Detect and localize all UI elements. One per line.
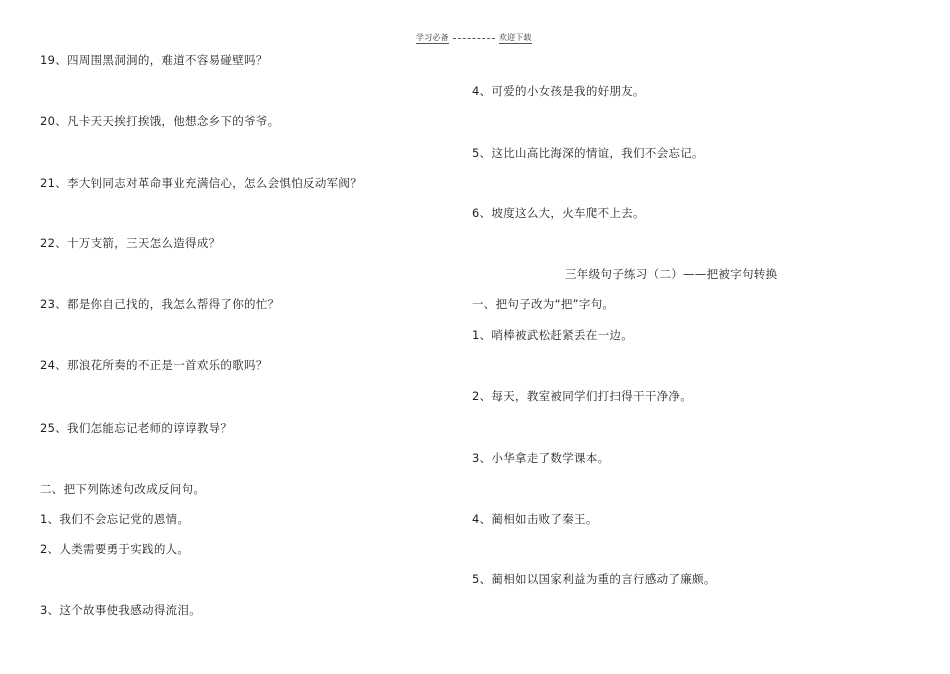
question-22: 22、十万支箭，三天怎么造得成？ bbox=[40, 236, 221, 250]
conversion-item-2: 2、每天，教室被同学们打扫得干干净净。 bbox=[472, 389, 693, 403]
section-two-item-5: 5、这比山高比海深的情谊，我们不会忘记。 bbox=[472, 146, 704, 160]
header-left-text: 学习必备 bbox=[416, 33, 449, 42]
section-two-heading: 二、把下列陈述句改成反问句。 bbox=[40, 482, 206, 496]
question-19: 19、四周围黑洞洞的，难道不容易碰壁吗？ bbox=[40, 53, 268, 67]
section-two-item-6: 6、坡度这么大，火车爬不上去。 bbox=[472, 206, 645, 220]
section-two-item-2: 2、人类需要勇于实践的人。 bbox=[40, 542, 190, 556]
question-20: 20、凡卡天天挨打挨饿，他想念乡下的爷爷。 bbox=[40, 114, 280, 128]
question-24: 24、那浪花所奏的不正是一首欢乐的歌吗？ bbox=[40, 358, 268, 372]
conversion-item-3: 3、小华拿走了数学课本。 bbox=[472, 451, 610, 465]
question-23: 23、都是你自己找的，我怎么帮得了你的忙？ bbox=[40, 297, 280, 311]
instruction-heading: 一、把句子改为“把”字句。 bbox=[472, 297, 615, 311]
conversion-item-1: 1、哨棒被武松赶紧丢在一边。 bbox=[472, 328, 634, 342]
section-two-item-3: 3、这个故事使我感动得流泪。 bbox=[40, 603, 202, 617]
conversion-item-5: 5、蔺相如以国家利益为重的言行感动了廉颇。 bbox=[472, 572, 716, 586]
question-25: 25、我们怎能忘记老师的谆谆教导？ bbox=[40, 421, 233, 435]
conversion-item-4: 4、蔺相如击败了秦王。 bbox=[472, 512, 598, 526]
header-divider bbox=[453, 38, 495, 39]
header-right-text: 欢迎下载 bbox=[498, 33, 532, 42]
section-title: 三年级句子练习（二）——把被字句转换 bbox=[565, 267, 778, 281]
section-two-item-4: 4、可爱的小女孩是我的好朋友。 bbox=[472, 84, 645, 98]
page-header bbox=[416, 32, 532, 44]
section-two-item-1: 1、我们不会忘记党的恩情。 bbox=[40, 512, 190, 526]
question-21: 21、李大钊同志对革命事业充满信心，怎么会惧怕反动军阀？ bbox=[40, 176, 363, 190]
